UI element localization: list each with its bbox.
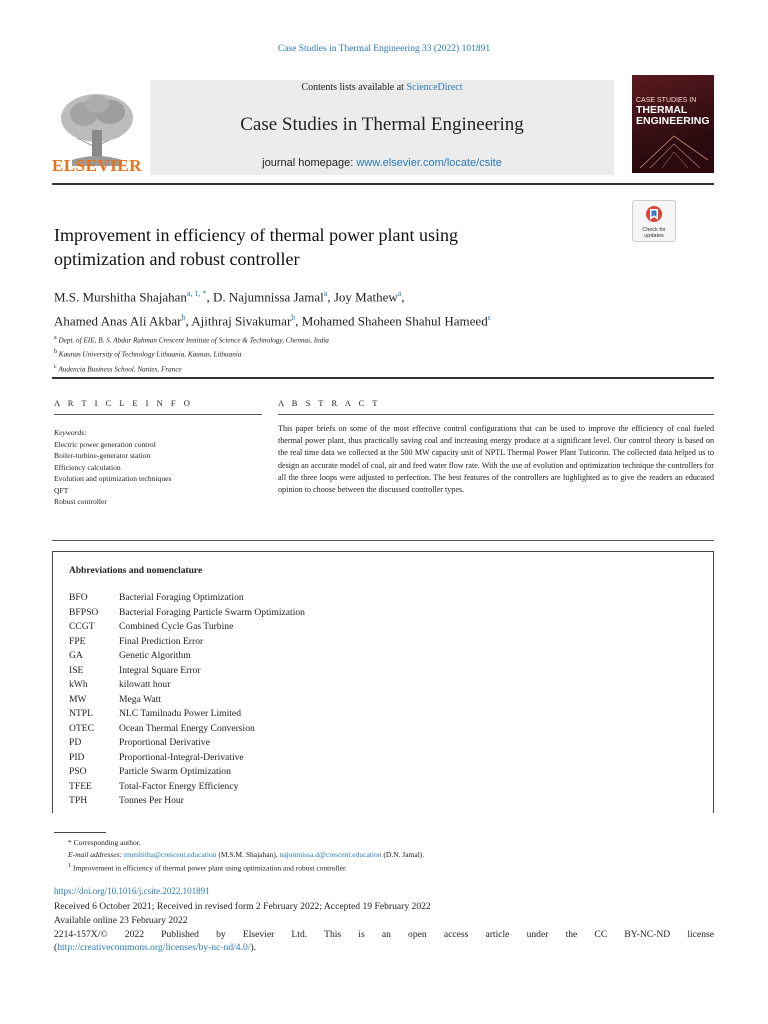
- abbr: BFO: [69, 592, 88, 603]
- nomenclature-row: [69, 679, 669, 694]
- license-suffix: ).: [250, 942, 257, 953]
- journal-title: Case Studies in Thermal Engineering: [240, 114, 524, 135]
- author-affil-sup[interactable]: a: [397, 289, 402, 298]
- footnote-1: $^1$ Improvement in efficiency of thermal power plant using optimization and robust controller.: [68, 862, 347, 873]
- definition: Proportional-Integral-Derivative: [119, 751, 244, 763]
- cover-line-1: CASE STUDIES IN: [636, 97, 697, 104]
- abbr: GA: [69, 650, 83, 661]
- nomenclature-row: [69, 650, 669, 665]
- abbr: OTEC: [69, 722, 95, 734]
- license-line: (http://creativecommons.org/licenses/by-nc-nd/4.0/).: [54, 942, 257, 953]
- author-name: D. Najumnissa Jamal: [212, 289, 324, 305]
- bookmark-icon: [645, 205, 663, 225]
- author-affil-sup[interactable]: c: [487, 313, 492, 323]
- keyword-item: Electric power generation control: [54, 439, 156, 449]
- abbr: PD: [69, 737, 82, 748]
- definition: Tonnes Per Hour: [119, 795, 184, 806]
- affiliation-item: [54, 361, 654, 375]
- definition: Final Prediction Error: [119, 635, 204, 647]
- nomenclature-box-left: [52, 551, 53, 813]
- footnotes: [54, 837, 714, 874]
- definition: Genetic Algorithm: [119, 650, 191, 661]
- abbr: FPE: [69, 635, 86, 647]
- cover-line-2: THERMAL: [636, 104, 688, 116]
- nomenclature-row: [69, 694, 669, 709]
- definition: kilowatt hour: [119, 679, 171, 690]
- affiliations: [54, 332, 654, 375]
- definition: Mega Watt: [119, 693, 161, 705]
- affiliation-text: Kaunas University of Technology Lithuania, Kaunas, Lithuania: [58, 350, 242, 359]
- abbr: PID: [69, 751, 85, 763]
- nomenclature-row: [69, 723, 669, 738]
- keywords-block: [54, 427, 264, 508]
- sciencedirect-link[interactable]: ScienceDirect: [406, 82, 463, 93]
- affiliation-item: [54, 332, 654, 346]
- author-list: M.S. Murshitha Shajahan$^{a, 1, *}$, D. Najumnissa Jamal$^a$, Joy Mathew$^a$, Ahamed Anas Ali Akbar$^b$, Ajithraj Sivakumar$^b$, Mohamed Shaheen Shahul Hameed$^c$: [54, 289, 492, 329]
- abbr: PSO: [69, 766, 87, 777]
- author-affil-sup[interactable]: b: [181, 313, 186, 323]
- title-line-2: optimization and robust controller: [54, 249, 300, 269]
- abbr: ISE: [69, 664, 84, 676]
- abstract-text: This paper briefs on some of the most effective control configurations that can be used to improve the efficiency of coal fueled thermal power plant, thus practically saving coal and increasing energy produce at a significant level. Our control theory is based on the real time data we collected at the 500 MW capacity unit of NPTL Thermal Power Plant Tuticorin. The collected data helped us to design an accurate model of coal, air and feed water flow rate. With the use of evolution and optimization technique the controllers for all the three loops were adjusted to perfection. The best features of the controllers are highlighted as to give the readers an educated opinion to choose between the discussed controller types.: [278, 424, 714, 495]
- keywords-label: Keywords:: [54, 428, 87, 437]
- affiliation-item: [54, 346, 654, 360]
- definition: Total-Factor Energy Efficiency: [119, 780, 239, 792]
- email-link-1[interactable]: murshitha@crescent.education: [123, 849, 217, 859]
- definition: Ocean Thermal Energy Conversion: [119, 722, 255, 734]
- section-rule: [52, 377, 714, 379]
- journal-cover-image: [632, 75, 714, 173]
- nomenclature-title: Abbreviations and nomenclature: [69, 566, 203, 576]
- nomenclature-row: [69, 737, 669, 752]
- nomenclature-row: [69, 766, 669, 781]
- author-name: Mohamed Shaheen Shahul Hameed: [301, 313, 488, 329]
- nomenclature-list: [69, 592, 669, 810]
- nomenclature-row: [69, 795, 669, 810]
- nomenclature-row: [69, 665, 669, 680]
- definition: Proportional Derivative: [119, 737, 210, 748]
- journal-reference[interactable]: Case Studies in Thermal Engineering 33 (2022) 101891: [277, 44, 491, 54]
- abstract-rule: [278, 414, 714, 415]
- author-name: Ahamed Anas Ali Akbar: [54, 313, 182, 329]
- abbr: MW: [69, 693, 87, 705]
- abbr: NTPL: [69, 708, 93, 719]
- definition: Combined Cycle Gas Turbine: [119, 621, 234, 632]
- received-dates: Received 6 October 2021; Received in revised form 2 February 2022; Accepted 19 February 2022: [54, 901, 431, 912]
- abbr: kWh: [69, 679, 88, 690]
- abbr: TPH: [69, 795, 88, 806]
- homepage-line: [150, 157, 614, 169]
- abstract-end-rule: [52, 540, 714, 541]
- author-name: Joy Mathew: [333, 289, 398, 305]
- issn-line: 2214-157X/© 2022 Published by Elsevier Ltd. This is an open access article under the CC BY-NC-ND license: [54, 929, 714, 940]
- abbr: CCGT: [69, 621, 95, 632]
- definition: NLC Tamilnadu Power Limited: [119, 708, 241, 719]
- info-rule: [54, 414, 262, 415]
- check-for-updates-badge[interactable]: [632, 200, 676, 242]
- definition: Bacterial Foraging Optimization: [119, 592, 244, 603]
- corresponding-text: Corresponding author.: [73, 838, 141, 847]
- nomenclature-box-top: [52, 551, 714, 552]
- affiliation-sup: c: [54, 363, 57, 370]
- author-name: Ajithraj Sivakumar: [191, 313, 292, 329]
- nomenclature-row: [69, 752, 669, 767]
- nomenclature-row: [69, 607, 669, 622]
- definition: Bacterial Foraging Particle Swarm Optimization: [119, 606, 305, 618]
- email-owner-2: (D.N. Jamal).: [381, 849, 425, 859]
- doi-link[interactable]: https://doi.org/10.1016/j.csite.2022.101891: [54, 886, 210, 896]
- abstract-heading: A B S T R A C T: [278, 398, 381, 408]
- nomenclature-row: [69, 636, 669, 651]
- nomenclature-row: [69, 621, 669, 636]
- publisher-name: ELSEVIER: [52, 156, 142, 175]
- nomenclature-row: [69, 592, 669, 607]
- keyword-item: Robust controller: [54, 497, 107, 506]
- affiliation-text: Audencia Business School, Nantes, France: [58, 365, 182, 374]
- author-affil-sup[interactable]: b: [291, 313, 296, 323]
- cover-graphic: [640, 130, 708, 168]
- email-owner-1: (M.S.M. Shajahan),: [216, 849, 280, 859]
- affiliation-sup: a: [54, 335, 57, 341]
- author-affil-sup[interactable]: a: [323, 289, 328, 298]
- homepage-link[interactable]: www.elsevier.com/locate/csite: [356, 157, 502, 169]
- online-date: Available online 23 February 2022: [54, 915, 188, 926]
- author-name: M.S. Murshitha Shajahan: [54, 289, 187, 305]
- nomenclature-row: [69, 781, 669, 796]
- abbr: TFEE: [69, 780, 92, 792]
- cover-line-3: ENGINEERING: [636, 115, 710, 127]
- keyword-item: Evolution and optimization techniques: [54, 474, 172, 483]
- footnote-emails: [54, 849, 714, 861]
- homepage-prefix: journal homepage:: [262, 157, 357, 169]
- keyword-item: Efficiency calculation: [54, 462, 121, 472]
- contents-line: [150, 82, 614, 93]
- footnote-1-text: Improvement in efficiency of thermal power plant using optimization and robust controller.: [73, 863, 347, 873]
- footnote-corresponding: * Corresponding author.: [68, 838, 141, 847]
- nomenclature-box-right: [713, 551, 714, 813]
- contents-prefix: Contents lists available at: [301, 82, 407, 93]
- affiliation-sup: b: [54, 349, 57, 356]
- author-affil-sup[interactable]: a, 1, *: [186, 289, 207, 298]
- license-link[interactable]: http://creativecommons.org/licenses/by-nc-nd/4.0/: [57, 942, 251, 953]
- abbr: BFPSO: [69, 606, 99, 618]
- email-label: E-mail addresses:: [68, 849, 124, 859]
- definition: Integral Square Error: [119, 664, 201, 676]
- check-badge-label: Check for updates: [642, 227, 666, 239]
- definition: Particle Swarm Optimization: [119, 766, 231, 777]
- article-title: [54, 223, 614, 271]
- title-line-1: Improvement in efficiency of thermal power plant using: [54, 225, 459, 245]
- footnote-rule: [54, 832, 106, 833]
- keyword-item: QFT: [54, 485, 69, 495]
- email-link-2[interactable]: najumnissa.d@crescent.education: [279, 849, 382, 859]
- affiliation-text: Dept. of EIE, B. S. Abdur Rahman Crescent Institute of Science & Technology, Chennai, India: [58, 336, 329, 345]
- nomenclature-row: [69, 708, 669, 723]
- article-info-heading: A R T I C L E I N F O: [54, 398, 193, 408]
- keyword-item: Boiler-turbine-generator station: [54, 451, 151, 460]
- header-rule: [52, 183, 714, 185]
